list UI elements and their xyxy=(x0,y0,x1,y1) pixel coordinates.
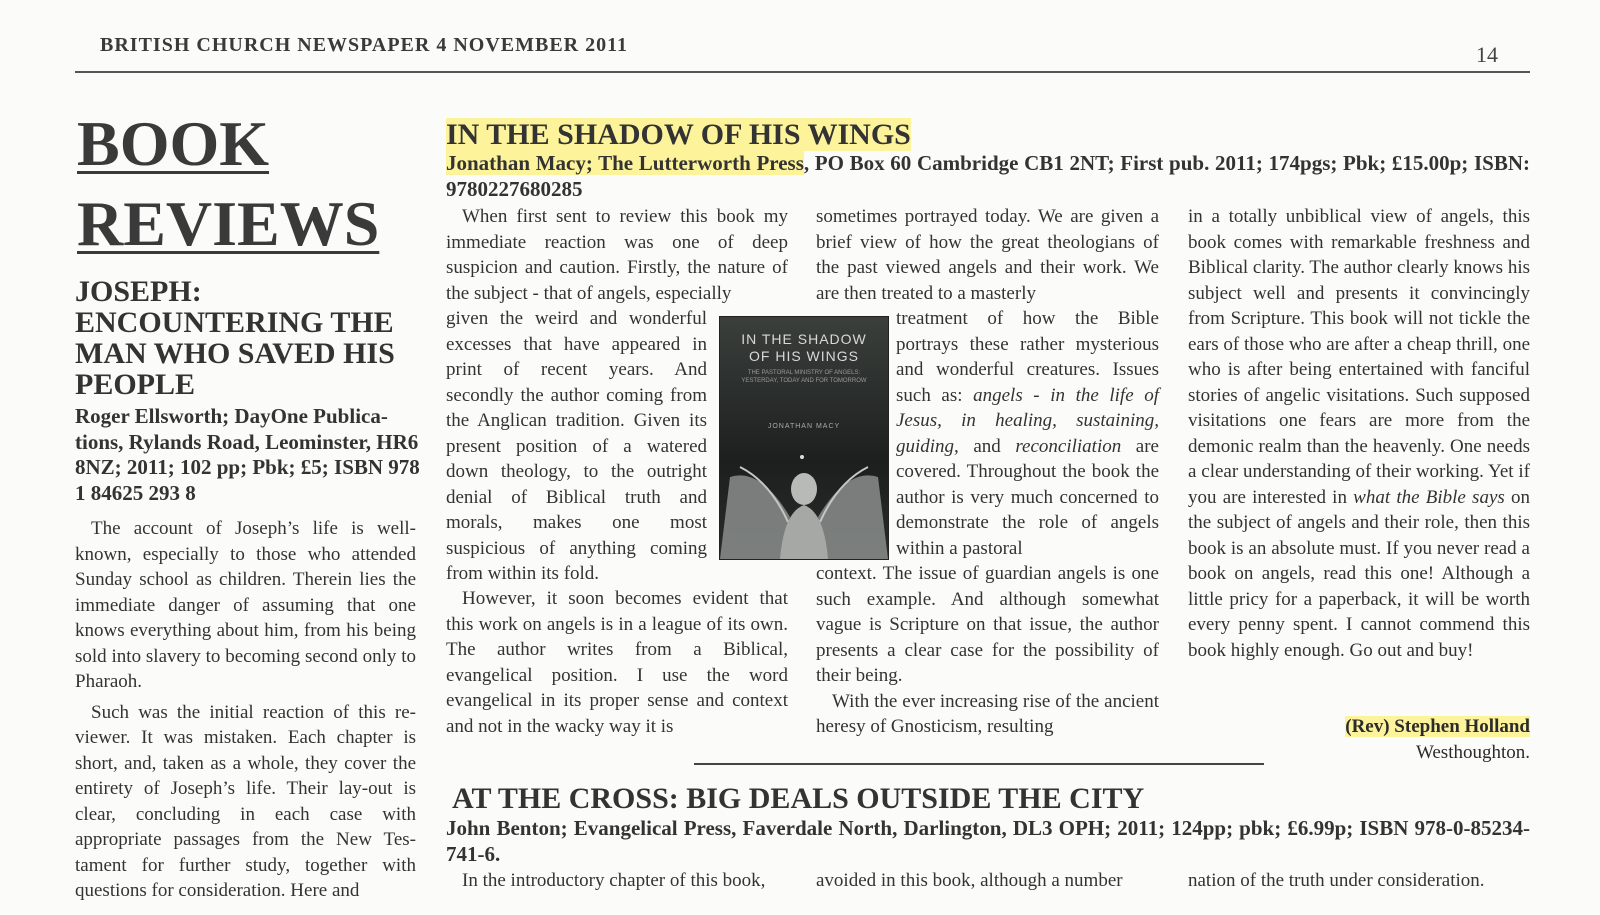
review3-paragraph: avoided in this book, although a number xyxy=(816,870,1123,891)
review2-paragraph: With the ever increasing rise of the ancient heresy of Gnosticism, resulting xyxy=(816,690,1159,737)
review2-italic-text: what the Bible says xyxy=(1353,486,1505,508)
review2-paragraph: context. The issue of guardian angels is one such example. And although somewhat vague is Scripture on that issue, the author presents a clear case for the possibility of their being. xyxy=(816,563,1159,686)
review2-column2-top xyxy=(816,204,1159,306)
reviewer-location: Westhoughton. xyxy=(1415,741,1530,763)
reviewer-name: (Rev) Stephen Holland xyxy=(1345,716,1530,737)
review2-paragraph xyxy=(1188,204,1530,663)
reviewer-signature xyxy=(1190,714,1530,765)
review2-text: in a totally unbiblical view of angels, this book comes with remarkable freshness and Biblical clarity. The author clearly knows his subject well and presents it convincingly from Scripture. This book will not tickle the ears of those who are after a cheap thrill, one who is after being entertained with fanciful stories of angelic visitations. Such supposed visitations one fears are more from the demonic realm than the heavenly. One needs a clear understanding of their working. Yet if you are interested in xyxy=(1188,206,1530,508)
review2-paragraph: When first sent to review this book my immediate reaction was one of deep suspicion and caution. Firstly, the nature of the subject - that of angels, especially xyxy=(446,206,788,304)
review3-title: AT THE CROSS: BIG DEALS OUTSIDE THE CITY xyxy=(452,782,1145,815)
review2-paragraph: However, it soon becomes evident that this work on angels is in a league of its own. The author writes from a Biblical, evangelical position. I use the word evangelical in its proper sense and context and not in the wacky way it is xyxy=(446,588,788,737)
review2-paragraph: sometimes portrayed today. We are given a brief view of how the great theologians of the past viewed angels and their work. We are then treated to a masterly xyxy=(816,206,1159,304)
review3-paragraph: nation of the truth under consideration. xyxy=(1188,870,1485,891)
review1-paragraph: Such was the initial reaction of this re-viewer. It was mistaken. Each chapter is short, and, taken as a whole, they cover the entirety of Joseph’s life. Their lay-out is clear, concluding in each case with appropriate passages from the New Tes-tament for further study, together with questions for consideration. Here and xyxy=(75,701,416,901)
review2-title xyxy=(446,117,911,153)
review2-column1-wrap xyxy=(446,306,707,587)
review3-paragraph: In the introductory chapter of this book, xyxy=(462,870,766,891)
review2-paragraph: given the weird and wonderful excesses that have appeared in print of recent years. And secondly the author coming from the Anglican tradition. Given its present position of a watered down theology, to the outright denial of Biblical truth and morals, makes one most suspicious of anything coming from within its fold. xyxy=(446,308,707,584)
section-title-line2: REVIEWS xyxy=(77,188,380,259)
angel-statue-illustration xyxy=(720,317,888,559)
review3-column2 xyxy=(816,868,1162,894)
review2-italic-text: reconciliation xyxy=(1015,435,1122,457)
review2-title-highlight: IN THE SHADOW OF HIS WINGS xyxy=(446,118,911,151)
review1-meta: Roger Ellsworth; DayOne Publica-tions, Rylands Road, Leominster, HR6 8NZ; 2011; 102 pp; Pbk; £5; ISBN 978 1 84625 293 8 xyxy=(75,404,420,505)
review2-column3 xyxy=(1188,204,1530,663)
header-rule xyxy=(75,71,1530,73)
review2-text: and xyxy=(958,435,1016,457)
review2-column1-bottom xyxy=(446,586,788,739)
section-title xyxy=(77,104,379,264)
review2-paragraph xyxy=(896,306,1159,561)
review2-text: are covered. Throughout the book the author is very much concerned to demonstrate the role of angels within a pastoral xyxy=(896,435,1159,559)
book-cover-author: JONATHAN MACY xyxy=(767,423,841,430)
review1-paragraph: The account of Joseph’s life is well-known, especially to those who attended Sunday school as children. Therein lies the immediate danger of assuming that one knows everything about him, from his being sold into slavery to becoming second only to Pharaoh. xyxy=(75,518,416,692)
review3-column1 xyxy=(446,868,788,894)
review3-meta: John Benton; Evangelical Press, Faverdale North, Darlington, DL3 OPH; 2011; 124pp; pbk; £6.99p; ISBN 978-0-85234-741-6. xyxy=(446,816,1530,866)
review2-italic-text: angels - in the life of Jesus, in healing, sustaining, guiding, xyxy=(896,384,1159,457)
review-divider xyxy=(694,763,1264,765)
review3-column3 xyxy=(1188,868,1530,894)
section-title-line1: BOOK xyxy=(77,108,270,179)
review2-meta-highlight: Jonathan Macy; The Lutterworth Press xyxy=(446,151,804,175)
review2-text: treatment of how the Bible portrays these rather mysterious and wonderful creatures. Issues such as: xyxy=(896,308,1159,406)
review2-meta xyxy=(446,150,1530,202)
page-number: 14 xyxy=(1476,42,1498,67)
review1-title: JOSEPH: ENCOUNTERING THE MAN WHO SAVED HIS PEOPLE xyxy=(75,275,395,401)
book-cover-subtitle: THE PASTORAL MINISTRY OF ANGELS: YESTERDAY, TODAY AND FOR TOMORROW xyxy=(741,370,867,384)
review2-column2-wrap xyxy=(896,306,1159,561)
book-cover-image xyxy=(719,316,889,560)
newspaper-header: BRITISH CHURCH NEWSPAPER 4 NOVEMBER 2011 xyxy=(100,34,629,56)
review1-body xyxy=(75,516,416,904)
review2-meta-rest: , PO Box 60 Cambridge CB1 2NT; First pub. 2011; 174pgs; Pbk; £15.00p; ISBN: 9780227680285 xyxy=(446,151,1530,201)
review2-column2-bottom xyxy=(816,561,1159,740)
review2-column1-top xyxy=(446,204,788,306)
book-cover-title-line1: IN THE SHADOW xyxy=(741,331,867,347)
book-cover-title-line2: OF HIS WINGS xyxy=(749,348,859,364)
review2-text: on the subject of angels and their role, then this book is an absolute must. If you never read a book on angels, read this one! Although a little pricy for a paperback, it will be worth every penny spent. I cannot commend this book highly enough. Go out and buy! xyxy=(1188,486,1530,661)
